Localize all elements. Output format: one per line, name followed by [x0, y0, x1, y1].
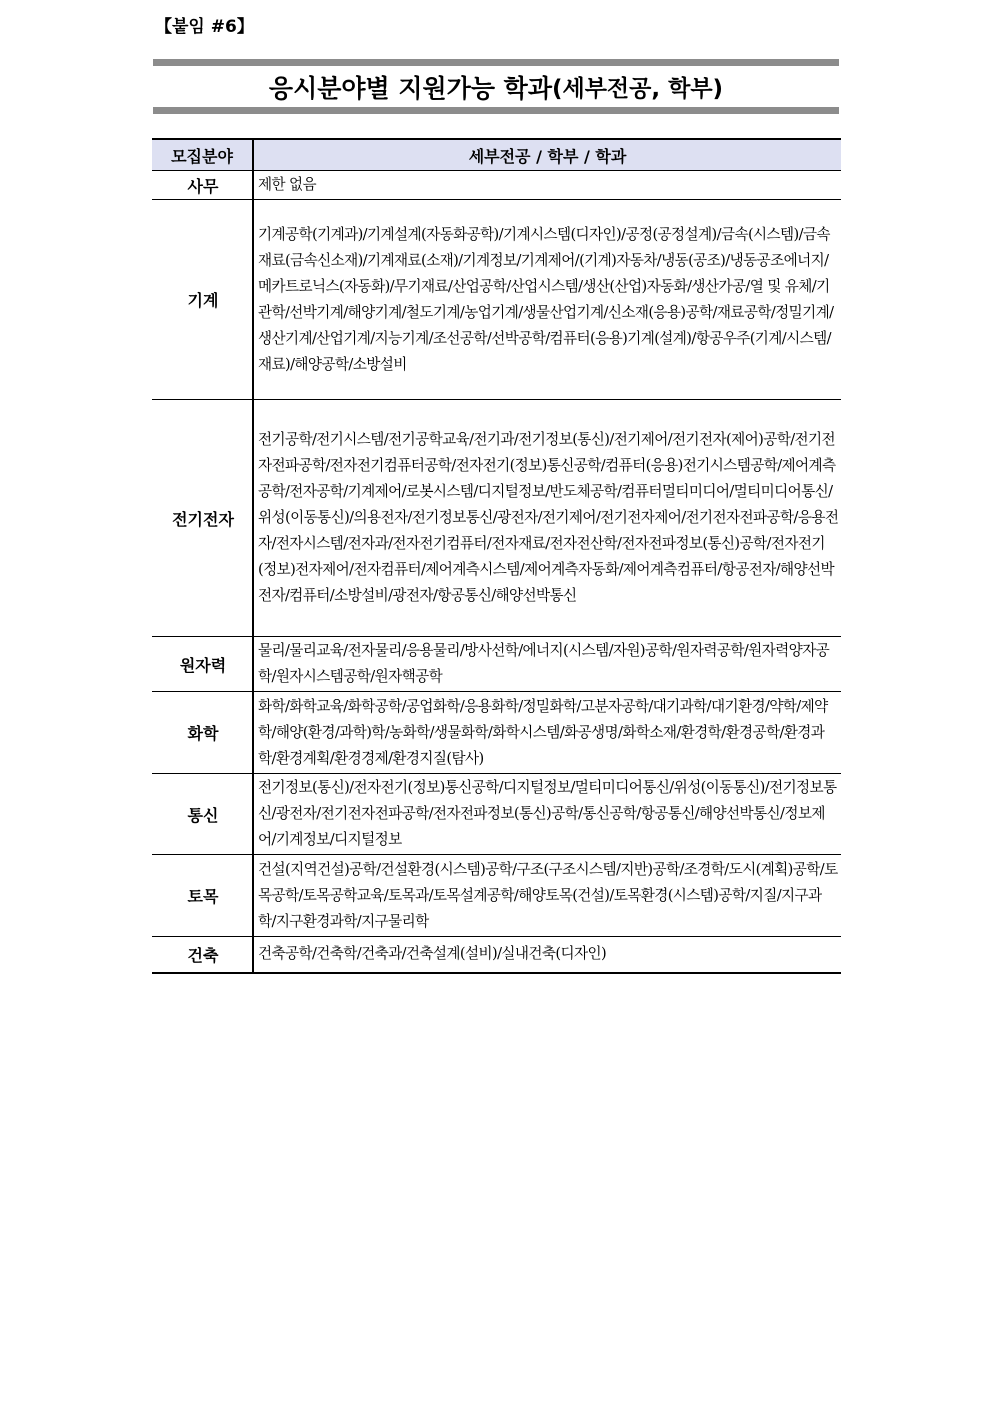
row-field: 화학 [152, 692, 253, 774]
title-rule-bottom [153, 107, 839, 114]
row-field: 건축 [152, 937, 253, 973]
attachment-label: 【붙임 #6】 [155, 17, 254, 37]
header-field: 모집분야 [152, 139, 253, 171]
table-row [152, 400, 841, 637]
row-field: 사무 [152, 171, 253, 200]
row-majors: 기계공학(기계과)/기계설계(자동화공학)/기계시스템(디자인)/공정(공정설계)/금속(시스템)/금속재료(금속신소재)/기계재료(소재)/기계정보/기계제어/(기계)자동차/냉동(공조)/냉동공조에너지/메카트로닉스(자동화)/무기재료/산업공학/산업시스템/생산(산업)자동화/생산가공/열 및 유체/기관학/선박기계/해양기계/철도기계/농업기계/생물산업기계/신소재(응용)공학/재료공학/정밀기계/생산기계/산업기계/지능기계/조선공학/선박공학/컴퓨터(응용)기계(설계)/항공우주(기계/시스템/재료)/해양공학/소방설비 [253, 200, 841, 400]
row-majors: 건축공학/건축학/건축과/건축설계(설비)/실내건축(디자인) [253, 937, 841, 973]
row-field: 통신 [152, 774, 253, 855]
row-field: 전기전자 [152, 400, 253, 637]
table-row [152, 692, 841, 774]
header-majors: 세부전공 / 학부 / 학과 [253, 139, 841, 171]
row-majors: 제한 없음 [253, 171, 841, 200]
document-title-sub: (세부전공, 학부) [551, 76, 724, 102]
table-row [152, 171, 841, 200]
title-rule-top [153, 59, 839, 66]
table-row [152, 937, 841, 973]
row-majors: 화학/화학교육/화학공학/공업화학/응용화학/정밀화학/고분자공학/대기과학/대기환경/약학/제약학/해양(환경/과학)학/농화학/생물화학/화학시스템/화공생명/화학소재/환경학/환경공학/환경과학/환경계획/환경경제/환경지질(탐사) [253, 692, 841, 774]
row-field: 기계 [152, 200, 253, 400]
row-majors: 건설(지역건설)공학/건설환경(시스템)공학/구조(구조시스템/지반)공학/조경학/도시(계획)공학/토목공학/토목공학교육/토목과/토목설계공학/해양토목(건설)/토목환경(시스템)공학/지질/지구과학/지구환경과학/지구물리학 [253, 855, 841, 937]
row-field: 원자력 [152, 637, 253, 692]
eligible-majors-table [152, 138, 841, 974]
table-header-row [152, 139, 841, 171]
document-title-main: 응시분야별 지원가능 학과 [268, 73, 552, 103]
row-majors: 전기정보(통신)/전자전기(정보)통신공학/디지털정보/멀티미디어통신/위성(이동통신)/전기정보통신/광전자/전기전자전파공학/전자전파정보(통신)공학/통신공학/항공통신/해양선박통신/정보제어/기계정보/디지털정보 [253, 774, 841, 855]
row-field: 토목 [152, 855, 253, 937]
row-majors: 전기공학/전기시스템/전기공학교육/전기과/전기정보(통신)/전기제어/전기전자(제어)공학/전기전자전파공학/전자전기컴퓨터공학/전자전기(정보)통신공학/컴퓨터(응용)전기시스템공학/제어계측공학/전자공학/기계제어/로봇시스템/디지털정보/반도체공학/컴퓨터멀티미디어/멀티미디어통신/위성(이동통신)/의용전자/전기정보통신/광전자/전기제어/전기전자제어/전기전자전파공학/응용전자/전자시스템/전자과/전자전기컴퓨터/전자재료/전자전산학/전자전파정보(통신)공학/전자전기(정보)전자제어/전자컴퓨터/제어계측시스템/제어계측자동화/제어계측컴퓨터/항공전자/해양선박전자/컴퓨터/소방설비/광전자/항공통신/해양선박통신 [253, 400, 841, 637]
row-majors: 물리/물리교육/전자물리/응용물리/방사선학/에너지(시스템/자원)공학/원자력공학/원자력양자공학/원자시스템공학/원자핵공학 [253, 637, 841, 692]
table-row [152, 855, 841, 937]
table-row [152, 774, 841, 855]
table-row [152, 637, 841, 692]
table-row [152, 200, 841, 400]
document-title [153, 66, 839, 107]
